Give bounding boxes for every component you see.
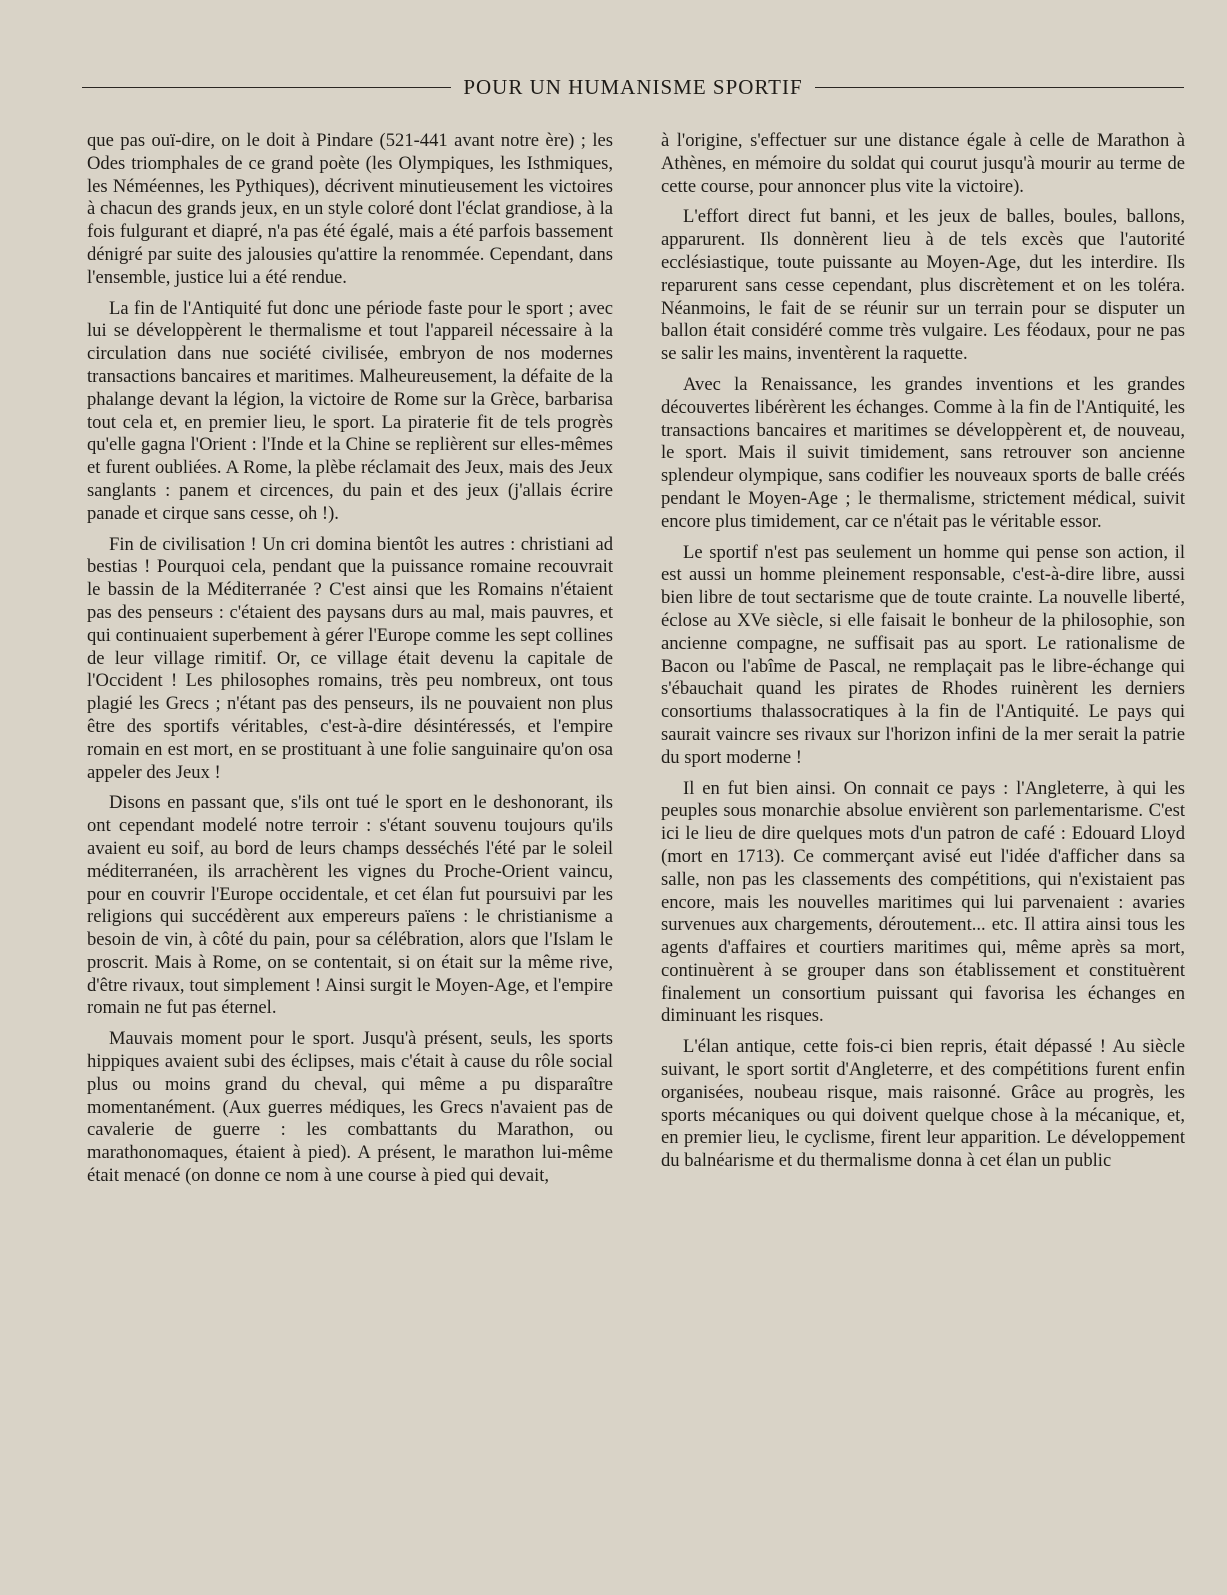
left-column — [87, 130, 613, 1196]
header-rule-right — [815, 87, 1184, 88]
right-column — [661, 130, 1185, 1181]
paragraph: Disons en passant que, s'ils ont tué le sport en le deshonorant, ils ont cependant modelé notre terroir : s'étant souvenu toujours qu'ils avaient eu soif, au bord de leurs champs desséchés l'été par le soleil méditerranéen, ils arrachèrent les vignes du Proche-Orient vaincu, pour en couvrir l'Europe occidentale, et cet élan fut poursuivi par les religions qui succédèrent aux empereurs païens : le christianisme a besoin de vin, à côté du pain, pour sa célébration, alors que l'Islam le proscrit. Mais à Rome, on se contentait, si on était sur la même rive, d'être rivaux, tout simplement ! Ainsi surgit le Moyen-Age, et l'empire romain ne fut pas éternel. — [87, 792, 613, 1019]
paragraph: L'élan antique, cette fois-ci bien repris, était dépassé ! Au siècle suivant, le sport sortit d'Angleterre, et des compétitions furent enfin organisées, noubeau risque, mais raisonné. Grâce au progrès, les sports mécaniques ou qui doivent quelque chose à la mécanique, et, en premier lieu, le cyclisme, firent leur apparition. Le développement du balnéarisme et du thermalisme donna à cet élan un public — [661, 1036, 1185, 1172]
paragraph: L'effort direct fut banni, et les jeux de balles, boules, ballons, apparurent. Ils donnèrent lieu à de tels excès que l'autorité ecclésiastique, toute puissante au Moyen-Age, dut les interdire. Ils reparurent sans cesse cependant, plus discrètement et on les toléra. Néanmoins, le fait de se réunir sur un terrain pour se disputer un ballon était considéré comme très vulgaire. Les féodaux, pour ne pas se salir les mains, inventèrent la raquette. — [661, 206, 1185, 365]
running-title: POUR UN HUMANISME SPORTIF — [463, 74, 803, 99]
paragraph: Fin de civilisation ! Un cri domina bientôt les autres : christiani ad bestias ! Pourquoi cela, pendant que la puissance romaine recouvrait le bassin de la Méditerranée ? C'est ainsi que les Romains n'étaient pas des penseurs : c'étaient des paysans durs au mal, mais pauvres, et qui continuaient superbement à gérer l'Europe comme les sept collines de leur village rimitif. Or, ce village était devenu la capitale de l'Occident ! Les philosophes romains, très peu nombreux, ont tous plagié les Grecs ; n'étant pas des penseurs, ils ne pouvaient non plus être des sportifs véritables, c'est-à-dire désintéressés, et l'empire romain en est mort, en se prostituant à une folie sanguinaire qu'on osa appeler des Jeux ! — [87, 533, 613, 783]
running-header — [82, 74, 1184, 100]
paragraph: à l'origine, s'effectuer sur une distance égale à celle de Marathon à Athènes, en mémoire du soldat qui courut jusqu'à mourir au terme de cette course, pour annoncer plus vite la victoire). — [661, 130, 1185, 197]
paragraph: Avec la Renaissance, les grandes inventions et les grandes découvertes libérèrent les échanges. Comme à la fin de l'Antiquité, les transactions bancaires et maritimes se développèrent et, de nouveau, le sport. Mais il suivit timidement, sans retrouver son ancienne splendeur olympique, sans codifier les nouveaux sports de balle créés pendant le Moyen-Age ; le thermalisme, strictement médical, suivit encore plus timidement, car ce n'était pas le véritable essor. — [661, 373, 1185, 532]
header-rule-left — [82, 87, 451, 88]
paragraph: Le sportif n'est pas seulement un homme qui pense son action, il est aussi un homme pleinement responsable, c'est-à-dire libre, aussi bien libre de tout sectarisme que de toute crainte. La nouvelle liberté, éclose au XVe siècle, si elle faisait le bonheur de la philosophie, son ancienne compagne, ne suffisait pas au sport. Le rationalisme de Bacon ou l'abîme de Pascal, ne remplaçait pas le libre-échange qui s'ébauchait quand les pirates de Rhodes ruinèrent les derniers consortiums thalassocratiques à la fin de l'Antiquité. Le pays qui saurait vaincre ses rivaux sur l'horizon infini de la mer serait la patrie du sport moderne ! — [661, 541, 1185, 768]
paragraph: La fin de l'Antiquité fut donc une période faste pour le sport ; avec lui se développèrent le thermalisme et tout l'appareil nécessaire à la circulation dans nue société civilisée, embryon de nos modernes transactions bancaires et maritimes. Malheureusement, la défaite de la phalange devant la légion, la victoire de Rome sur la Grèce, barbarisa tout cela et, en premier lieu, le sport. La piraterie fit de tels progrès qu'elle gagna l'Orient : l'Inde et la Chine se replièrent sur elles-mêmes et furent oubliées. A Rome, la plèbe réclamait des Jeux, mais des Jeux sanglants : panem et circences, du pain et des jeux (j'allais écrire panade et cirque sans cesse, oh !). — [87, 297, 613, 524]
paragraph: Mauvais moment pour le sport. Jusqu'à présent, seuls, les sports hippiques avaient subi des éclipses, mais c'était à cause du rôle social plus ou moins grand du cheval, qui même a pu disparaître momentanément. (Aux guerres médiques, les Grecs n'avaient pas de cavalerie de guerre : les combattants du Marathon, ou marathonomaques, étaient à pied). A présent, le marathon lui-même était menacé (on donne ce nom à une course à pied qui devait, — [87, 1028, 613, 1187]
paragraph: Il en fut bien ainsi. On connait ce pays : l'Angleterre, à qui les peuples sous monarchie absolue envièrent son parlementarisme. C'est ici le lieu de dire quelques mots d'un patron de café : Edouard Lloyd (mort en 1713). Ce commerçant avisé eut l'idée d'afficher dans sa salle, non pas les classements des compétitions, qui n'existaient pas encore, mais les nouvelles maritimes qui lui parvenaient : avaries survenues aux chargements, déroutement... etc. Il attira ainsi tous les agents d'affaires et courtiers maritimes qui, même après sa mort, continuèrent à se grouper dans son établissement et constituèrent finalement un consortium puissant qui favorisa les échanges en diminuant les risques. — [661, 777, 1185, 1027]
paragraph: que pas ouï-dire, on le doit à Pindare (521-441 avant notre ère) ; les Odes triomphales de ce grand poète (les Olympiques, les Isthmiques, les Néméennes, les Pythiques), décrivent minutieusement les victoires à chacun des grands jeux, en un style coloré dont l'éclat grandiose, à la fois fulgurant et diapré, n'a pas été égalé, mais a été parfois bassement dénigré par suite des jalousies qu'attire la renommée. Cependant, dans l'ensemble, justice lui a été rendue. — [87, 130, 613, 288]
